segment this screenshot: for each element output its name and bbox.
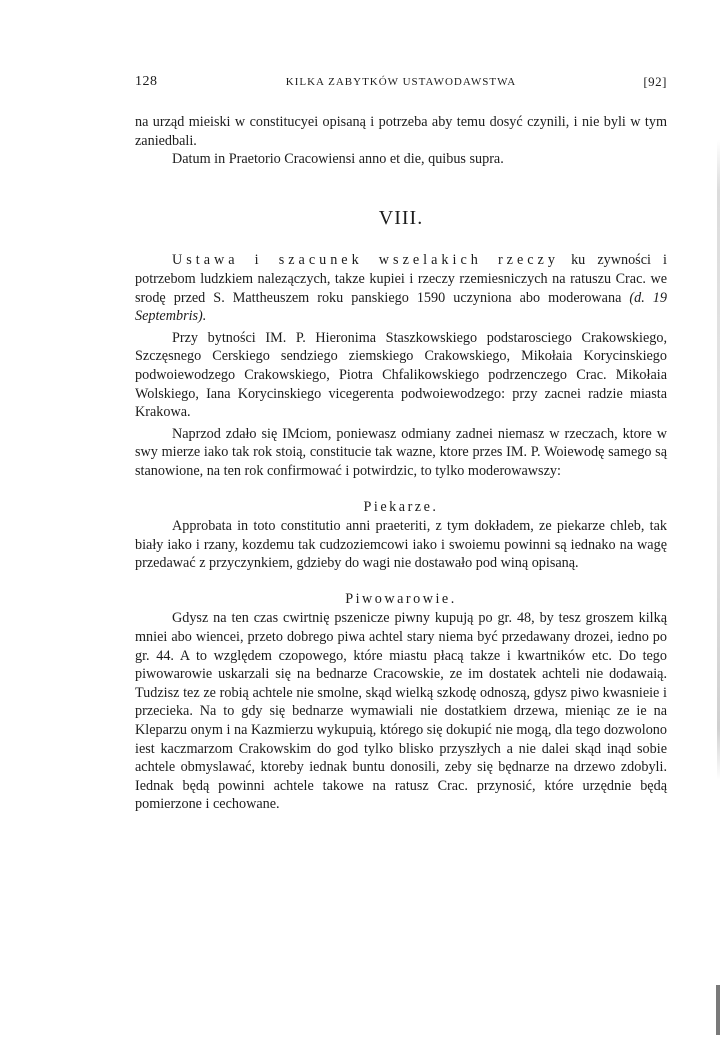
act-title-text: ku zywności i potrzebom ludzkiem nalezączych, takze kupiei i rzeczy rzemiesniczych na ratuszu Crac. we srodę przed S. Mattheuszem roku panskiego 1590 uczyniona abo moderowana	[135, 252, 667, 306]
act-title-spaced: Ustawa i szacunek wszelakich rzeczy	[172, 252, 559, 269]
piekarze-paragraph: Approbata in toto constitutio anni praeteriti, z tym dokładem, ze piekarze chleb, tak biały iako i rzany, kozdemu tak cudzoziemcowi iako i swoiemu powinni są iednako na wagę przedawać z przyczynkiem, gdzieby do wagi nie dostawało pod winą opisaną.	[135, 518, 667, 572]
datum-line: Datum in Praetorio Cracowiensi anno et die, quibus supra.	[172, 151, 504, 168]
page-body	[135, 113, 667, 814]
section-marker: [92]	[643, 74, 667, 89]
running-title: KILKA ZABYTKÓW USTAWODAWSTWA	[285, 76, 517, 88]
act-date-note: (d. 19 Septembris).	[135, 289, 667, 325]
piwowarowie-paragraph: Gdysz na ten czas cwirtnię pszenicze piwny kupują po gr. 48, by tesz groszem kilką mniei abo wiencei, przeto dobrego piwa achtel stary niema być przedawany drozei, iedno po gr. 44. A to względem czopowego, które miastu płacą takze i kwartników etc. Do tego piwowarowie uskarzali się na bednarze Cracowskie, ze im dostatek achteli nie dodawaią. Tudzisz tez ze robią achtele nie smolne, skąd wielką szkodę odnoszą, gdysz piwo kwasnieie i przecieka. Na to gdy się bednarze wymawiali nie dostatkiem drzewa, mieniąc ze ie na Kleparzu onym i na Kazmierzu wykupuią, którego się dokupić nie mogą, dla tego dozwolono iest kaczmarzom Crakowskim do god tylko blisko przyszłych a nie dalei skąd inąd sobie achtele obmyslawać, ktoreby iednak buntu donosili, zeby się będnarze na drzewo zdobyli. Iednak będą powinni achtele takowe na ratusz Crac. przynosić, które urzędnie będą pomierzone i cechowane.	[135, 610, 667, 813]
preface-paragraph: Naprzod zdało się IMciom, poniewasz odmiany zadnei niemasz w rzeczach, ktore w swy mierze iako tak rok stoią, constitucie tak wazne, ktore przes IM. P. Woiewodę samego są stanowione, na ten rok confirmować i potwirdzic, to tylko moderowawszy:	[135, 425, 667, 479]
section-number: VIII.	[378, 206, 424, 229]
heading-piekarze: Piekarze.	[363, 498, 439, 515]
act-title-paragraph	[135, 251, 667, 325]
running-header	[135, 74, 667, 94]
page-edge-mark	[716, 985, 720, 1035]
heading-piwowarowie: Piwowarowie.	[345, 590, 457, 607]
page-number: 128	[135, 74, 158, 89]
presence-paragraph: Przy bytności IM. P. Hieronima Staszkowskiego podstarosciego Crakowskiego, Szczęsnego Cerskiego sendziego ziemskiego Crakowskiego, Mikołaia Korycinskiego podwoiewodzego Crakowskiego, Piotra Chfalikowskiego podrzenczego Crac. Mikołaia Wolskiego, Iana Korycinskiego vicegerenta podwoiewodzego: przy zacnei radzie miasta Krakowa.	[135, 329, 667, 421]
intro-paragraph: na urząd mieiski w constitucyei opisaną i potrzeba aby temu dosyć czynili, i nie byli w tym zaniedbali.	[135, 114, 667, 149]
